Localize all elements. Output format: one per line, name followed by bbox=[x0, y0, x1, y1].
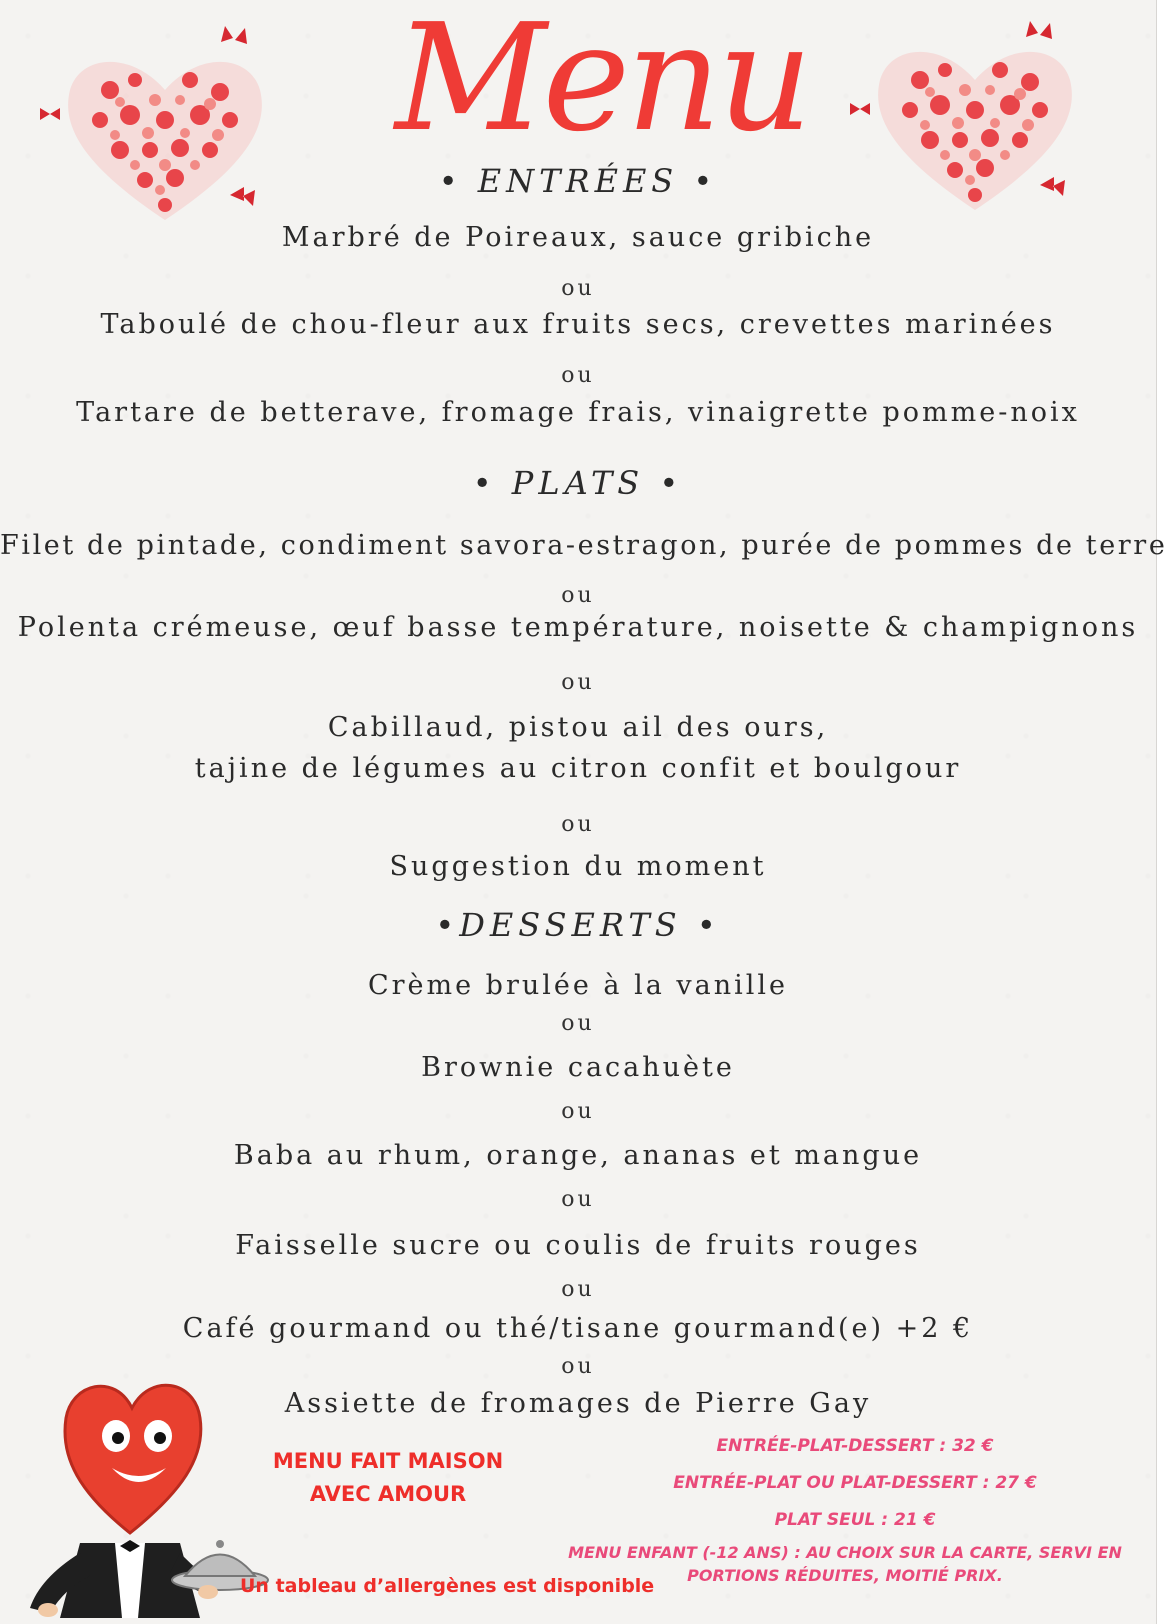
dessert-item: Assiette de fromages de Pierre Gay bbox=[284, 1388, 872, 1419]
dessert-item: Crème brulée à la vanille bbox=[367, 970, 789, 1001]
dessert-item: Café gourmand ou thé/tisane gourmand(e) +2 € bbox=[182, 1313, 974, 1344]
plat-item: Cabillaud, pistou ail des ours, bbox=[327, 712, 829, 743]
separator-ou: ou bbox=[561, 1011, 595, 1036]
plat-item-continued: tajine de légumes au citron confit et boulgour bbox=[194, 753, 962, 784]
plat-item: Filet de pintade, condiment savora-estragon, purée de pommes de terre bbox=[0, 530, 1168, 561]
price-full-menu: ENTRÉE-PLAT-DESSERT : 32 € bbox=[716, 1436, 994, 1456]
separator-ou: ou bbox=[561, 1187, 595, 1212]
separator-ou: ou bbox=[561, 583, 595, 608]
homemade-label-line1: MENU FAIT MAISON bbox=[272, 1449, 504, 1473]
separator-ou: ou bbox=[561, 363, 595, 388]
separator-ou: ou bbox=[561, 1099, 595, 1124]
homemade-label-line2: AVEC AMOUR bbox=[309, 1482, 467, 1506]
allergens-notice: Un tableau d’allergènes est disponible bbox=[240, 1575, 655, 1597]
plat-item: Suggestion du moment bbox=[389, 851, 767, 882]
menu-title: Menu bbox=[395, 0, 809, 164]
dessert-item: Brownie cacahuète bbox=[421, 1052, 735, 1083]
plat-item: Polenta crémeuse, œuf basse température, noisette & champignons bbox=[17, 612, 1139, 643]
separator-ou: ou bbox=[561, 812, 595, 837]
entrees-heading: • ENTRÉES • bbox=[438, 162, 718, 200]
separator-ou: ou bbox=[561, 1277, 595, 1302]
desserts-heading: •DESSERTS • bbox=[435, 906, 721, 944]
kids-menu-line1: MENU ENFANT (-12 ANS) : AU CHOIX SUR LA CARTE, SERVI EN bbox=[568, 1543, 1122, 1562]
separator-ou: ou bbox=[561, 1354, 595, 1379]
dessert-item: Baba au rhum, orange, ananas et mangue bbox=[233, 1140, 923, 1171]
separator-ou: ou bbox=[561, 276, 595, 301]
entree-item: Taboulé de chou-fleur aux fruits secs, crevettes marinées bbox=[100, 309, 1056, 340]
heart-waiter-mascot bbox=[20, 1318, 275, 1618]
entree-item: Marbré de Poireaux, sauce gribiche bbox=[281, 222, 875, 253]
separator-ou: ou bbox=[561, 670, 595, 695]
price-two-courses: ENTRÉE-PLAT OU PLAT-DESSERT : 27 € bbox=[673, 1473, 1037, 1493]
dessert-item: Faisselle sucre ou coulis de fruits rouges bbox=[235, 1230, 921, 1261]
kids-menu-line2: PORTIONS RÉDUITES, MOITIÉ PRIX. bbox=[687, 1566, 1003, 1585]
plats-heading: • PLATS • bbox=[472, 464, 684, 502]
entree-item: Tartare de betterave, fromage frais, vinaigrette pomme-noix bbox=[76, 397, 1080, 428]
price-main-only: PLAT SEUL : 21 € bbox=[774, 1510, 936, 1530]
